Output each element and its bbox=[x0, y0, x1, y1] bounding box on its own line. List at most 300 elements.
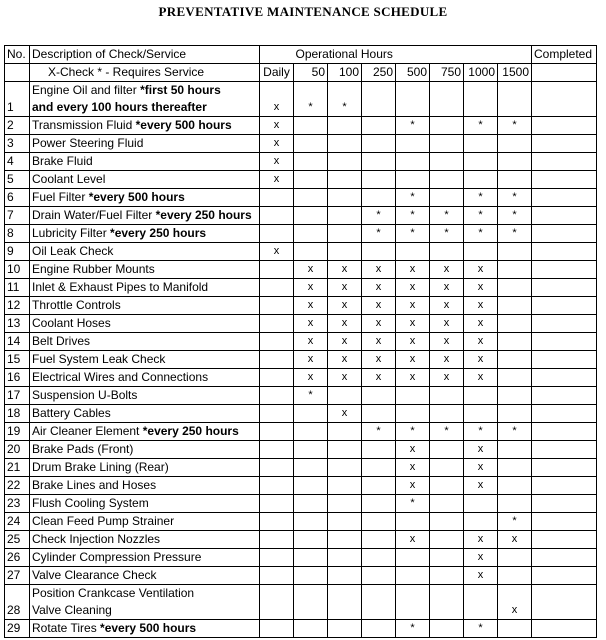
mark-h500: x bbox=[396, 441, 430, 459]
mark-h750: x bbox=[430, 297, 464, 315]
mark-h50 bbox=[294, 495, 328, 513]
row-description bbox=[30, 117, 260, 135]
mark-h1500: * bbox=[498, 423, 532, 441]
mark-daily: x bbox=[260, 243, 294, 261]
mark-h100: x bbox=[328, 279, 362, 297]
completed-cell[interactable] bbox=[532, 405, 597, 423]
completed-cell[interactable] bbox=[532, 82, 597, 117]
mark-h1000: x bbox=[464, 549, 498, 567]
completed-cell[interactable] bbox=[532, 153, 597, 171]
completed-cell[interactable] bbox=[532, 620, 597, 638]
row-number: 25 bbox=[5, 531, 30, 549]
table-row bbox=[5, 585, 597, 620]
mark-h50 bbox=[294, 405, 328, 423]
table-row bbox=[5, 243, 597, 261]
mark-h250 bbox=[362, 513, 396, 531]
mark-h500 bbox=[396, 585, 430, 620]
mark-h250 bbox=[362, 477, 396, 495]
completed-cell[interactable] bbox=[532, 459, 597, 477]
mark-h50 bbox=[294, 153, 328, 171]
row-description bbox=[30, 135, 260, 153]
description-text: Brake Pads (Front) bbox=[32, 442, 134, 456]
mark-h100 bbox=[328, 387, 362, 405]
mark-h1000: * bbox=[464, 189, 498, 207]
mark-h1500 bbox=[498, 459, 532, 477]
completed-cell[interactable] bbox=[532, 225, 597, 243]
table-row bbox=[5, 315, 597, 333]
mark-h100: x bbox=[328, 369, 362, 387]
mark-h1500 bbox=[498, 279, 532, 297]
description-text: Fuel Filter bbox=[32, 190, 89, 204]
completed-cell[interactable] bbox=[532, 441, 597, 459]
mark-h50: x bbox=[294, 297, 328, 315]
completed-cell[interactable] bbox=[532, 189, 597, 207]
row-number: 23 bbox=[5, 495, 30, 513]
mark-h1000: * bbox=[464, 225, 498, 243]
mark-h250: x bbox=[362, 297, 396, 315]
completed-cell[interactable] bbox=[532, 495, 597, 513]
description-text: Drain Water/Fuel Filter bbox=[32, 208, 156, 222]
completed-cell[interactable] bbox=[532, 477, 597, 495]
description-text: Battery Cables bbox=[32, 406, 111, 420]
mark-h1000: * bbox=[464, 117, 498, 135]
mark-h1500 bbox=[498, 153, 532, 171]
service-interval-note: *first 50 hours bbox=[140, 83, 221, 97]
row-number: 19 bbox=[5, 423, 30, 441]
mark-h50 bbox=[294, 441, 328, 459]
row-description bbox=[30, 495, 260, 513]
header-1500: 1500 bbox=[498, 64, 532, 82]
header-operational-hours: Operational Hours bbox=[294, 46, 532, 64]
mark-daily: x bbox=[260, 153, 294, 171]
table-row bbox=[5, 171, 597, 189]
header-1000: 1000 bbox=[464, 64, 498, 82]
mark-daily bbox=[260, 495, 294, 513]
header-50: 50 bbox=[294, 64, 328, 82]
mark-h1000: x bbox=[464, 531, 498, 549]
row-number: 11 bbox=[5, 279, 30, 297]
description-text: Throttle Controls bbox=[32, 298, 121, 312]
mark-h750: * bbox=[430, 225, 464, 243]
mark-h1000: x bbox=[464, 459, 498, 477]
table-row bbox=[5, 261, 597, 279]
mark-h250 bbox=[362, 135, 396, 153]
mark-h1000: x bbox=[464, 261, 498, 279]
mark-h750 bbox=[430, 495, 464, 513]
mark-h1500 bbox=[498, 620, 532, 638]
mark-h1500 bbox=[498, 567, 532, 585]
mark-h50 bbox=[294, 549, 328, 567]
mark-h100 bbox=[328, 135, 362, 153]
mark-daily bbox=[260, 620, 294, 638]
mark-daily bbox=[260, 441, 294, 459]
description-text: Engine Rubber Mounts bbox=[32, 262, 155, 276]
row-number: 3 bbox=[5, 135, 30, 153]
mark-h500: x bbox=[396, 297, 430, 315]
mark-h1500 bbox=[498, 135, 532, 153]
row-number: 17 bbox=[5, 387, 30, 405]
row-description bbox=[30, 189, 260, 207]
mark-h500: * bbox=[396, 225, 430, 243]
mark-h750: * bbox=[430, 207, 464, 225]
description-text: Position Crankcase Ventilation bbox=[32, 586, 195, 600]
table-row bbox=[5, 477, 597, 495]
mark-h100: * bbox=[328, 82, 362, 117]
header-750: 750 bbox=[430, 64, 464, 82]
row-number: 16 bbox=[5, 369, 30, 387]
mark-h1000 bbox=[464, 135, 498, 153]
table-row bbox=[5, 333, 597, 351]
mark-h750 bbox=[430, 549, 464, 567]
table-row bbox=[5, 153, 597, 171]
row-number: 6 bbox=[5, 189, 30, 207]
mark-h1500: * bbox=[498, 207, 532, 225]
mark-h250 bbox=[362, 549, 396, 567]
description-text: Valve Clearance Check bbox=[32, 568, 157, 582]
mark-h100 bbox=[328, 225, 362, 243]
mark-daily bbox=[260, 477, 294, 495]
mark-h250 bbox=[362, 117, 396, 135]
row-description bbox=[30, 297, 260, 315]
description-text: Brake Fluid bbox=[32, 154, 93, 168]
mark-h750: * bbox=[430, 423, 464, 441]
description-text: Engine Oil and filter bbox=[32, 83, 141, 97]
completed-cell[interactable] bbox=[532, 549, 597, 567]
mark-h50: x bbox=[294, 333, 328, 351]
description-text: Brake Lines and Hoses bbox=[32, 478, 157, 492]
table-row bbox=[5, 297, 597, 315]
mark-h750: x bbox=[430, 279, 464, 297]
service-interval-note: *every 250 hours bbox=[142, 424, 239, 438]
completed-cell[interactable] bbox=[532, 207, 597, 225]
mark-daily bbox=[260, 567, 294, 585]
description-text: Suspension U-Bolts bbox=[32, 388, 138, 402]
mark-h100: x bbox=[328, 333, 362, 351]
description-text: Valve Cleaning bbox=[32, 603, 112, 617]
mark-h50 bbox=[294, 117, 328, 135]
completed-cell[interactable] bbox=[532, 369, 597, 387]
mark-h50 bbox=[294, 423, 328, 441]
service-interval-note: *every 500 hours bbox=[88, 190, 185, 204]
completed-cell[interactable] bbox=[532, 297, 597, 315]
mark-h1000: * bbox=[464, 620, 498, 638]
mark-h100 bbox=[328, 117, 362, 135]
header-row-1 bbox=[5, 46, 597, 64]
mark-h50: x bbox=[294, 351, 328, 369]
mark-h50 bbox=[294, 585, 328, 620]
table-row bbox=[5, 531, 597, 549]
row-description bbox=[30, 477, 260, 495]
mark-daily bbox=[260, 225, 294, 243]
mark-h100 bbox=[328, 513, 362, 531]
mark-h1000 bbox=[464, 153, 498, 171]
mark-h100 bbox=[328, 531, 362, 549]
row-description bbox=[30, 441, 260, 459]
mark-h100 bbox=[328, 495, 362, 513]
row-number: 29 bbox=[5, 620, 30, 638]
mark-h1000 bbox=[464, 405, 498, 423]
row-number: 24 bbox=[5, 513, 30, 531]
row-number: 28 bbox=[5, 585, 30, 620]
mark-h100 bbox=[328, 459, 362, 477]
mark-daily bbox=[260, 279, 294, 297]
mark-h750 bbox=[430, 477, 464, 495]
mark-h750 bbox=[430, 189, 464, 207]
mark-h50 bbox=[294, 459, 328, 477]
row-description bbox=[30, 531, 260, 549]
header-no: No. bbox=[5, 46, 30, 64]
mark-h100 bbox=[328, 441, 362, 459]
mark-daily bbox=[260, 531, 294, 549]
mark-h250 bbox=[362, 567, 396, 585]
completed-cell[interactable] bbox=[532, 315, 597, 333]
table-row bbox=[5, 513, 597, 531]
mark-daily bbox=[260, 189, 294, 207]
row-number: 12 bbox=[5, 297, 30, 315]
mark-h1500 bbox=[498, 333, 532, 351]
mark-h1000: x bbox=[464, 297, 498, 315]
row-description bbox=[30, 207, 260, 225]
description-text: Cylinder Compression Pressure bbox=[32, 550, 202, 564]
mark-h250: * bbox=[362, 207, 396, 225]
row-description bbox=[30, 333, 260, 351]
mark-h750 bbox=[430, 620, 464, 638]
mark-h500 bbox=[396, 135, 430, 153]
mark-h500 bbox=[396, 513, 430, 531]
mark-h750: x bbox=[430, 261, 464, 279]
mark-h500: x bbox=[396, 333, 430, 351]
completed-cell[interactable] bbox=[532, 135, 597, 153]
mark-h750 bbox=[430, 171, 464, 189]
mark-h250: x bbox=[362, 279, 396, 297]
mark-h1000: x bbox=[464, 441, 498, 459]
table-row bbox=[5, 387, 597, 405]
description-text: Rotate Tires bbox=[32, 621, 101, 635]
mark-h1500 bbox=[498, 405, 532, 423]
mark-h50 bbox=[294, 477, 328, 495]
row-description bbox=[30, 153, 260, 171]
mark-daily bbox=[260, 459, 294, 477]
mark-h250 bbox=[362, 531, 396, 549]
completed-cell[interactable] bbox=[532, 171, 597, 189]
legend-text: X-Check * - Requires Service bbox=[30, 64, 260, 82]
row-description bbox=[30, 459, 260, 477]
mark-h1500 bbox=[498, 495, 532, 513]
mark-h50 bbox=[294, 225, 328, 243]
mark-h750: x bbox=[430, 351, 464, 369]
mark-h1500 bbox=[498, 441, 532, 459]
mark-h750 bbox=[430, 531, 464, 549]
mark-h100 bbox=[328, 585, 362, 620]
mark-h500: * bbox=[396, 620, 430, 638]
mark-h750 bbox=[430, 567, 464, 585]
mark-h50: x bbox=[294, 261, 328, 279]
row-number: 14 bbox=[5, 333, 30, 351]
completed-cell[interactable] bbox=[532, 531, 597, 549]
description-text: Drum Brake Lining (Rear) bbox=[32, 460, 169, 474]
mark-h1000: x bbox=[464, 333, 498, 351]
mark-h100 bbox=[328, 207, 362, 225]
mark-h750 bbox=[430, 117, 464, 135]
row-number: 21 bbox=[5, 459, 30, 477]
mark-h1500 bbox=[498, 82, 532, 117]
mark-daily bbox=[260, 333, 294, 351]
mark-h1500 bbox=[498, 369, 532, 387]
mark-h500 bbox=[396, 567, 430, 585]
mark-daily: x bbox=[260, 82, 294, 117]
mark-h50: x bbox=[294, 315, 328, 333]
mark-h1000 bbox=[464, 495, 498, 513]
mark-h250: x bbox=[362, 315, 396, 333]
mark-h100 bbox=[328, 620, 362, 638]
mark-h500 bbox=[396, 549, 430, 567]
mark-h50: * bbox=[294, 82, 328, 117]
mark-h1000 bbox=[464, 387, 498, 405]
mark-h750: x bbox=[430, 333, 464, 351]
mark-h250 bbox=[362, 153, 396, 171]
table-row bbox=[5, 351, 597, 369]
row-number: 10 bbox=[5, 261, 30, 279]
mark-daily: x bbox=[260, 171, 294, 189]
mark-h1500: * bbox=[498, 117, 532, 135]
mark-h500: * bbox=[396, 495, 430, 513]
mark-h1500: * bbox=[498, 189, 532, 207]
mark-h500: * bbox=[396, 207, 430, 225]
description-text: Electrical Wires and Connections bbox=[32, 370, 209, 384]
mark-h50 bbox=[294, 171, 328, 189]
mark-h100: x bbox=[328, 297, 362, 315]
mark-h500: x bbox=[396, 477, 430, 495]
description-text: Transmission Fluid bbox=[32, 118, 136, 132]
mark-h750 bbox=[430, 459, 464, 477]
row-description bbox=[30, 423, 260, 441]
row-number: 13 bbox=[5, 315, 30, 333]
mark-h500: x bbox=[396, 279, 430, 297]
mark-h50: x bbox=[294, 369, 328, 387]
table-row bbox=[5, 423, 597, 441]
mark-h500: x bbox=[396, 531, 430, 549]
description-text: Coolant Hoses bbox=[32, 316, 111, 330]
table-row bbox=[5, 495, 597, 513]
table-row bbox=[5, 225, 597, 243]
row-description bbox=[30, 513, 260, 531]
mark-h100 bbox=[328, 477, 362, 495]
mark-h1500 bbox=[498, 351, 532, 369]
mark-h1500: x bbox=[498, 531, 532, 549]
description-text: Flush Cooling System bbox=[32, 496, 149, 510]
completed-cell[interactable] bbox=[532, 333, 597, 351]
mark-h1000: x bbox=[464, 567, 498, 585]
mark-daily bbox=[260, 585, 294, 620]
mark-h50 bbox=[294, 135, 328, 153]
mark-h1000 bbox=[464, 513, 498, 531]
mark-h100: x bbox=[328, 405, 362, 423]
row-description bbox=[30, 405, 260, 423]
completed-cell[interactable] bbox=[532, 351, 597, 369]
completed-cell[interactable] bbox=[532, 117, 597, 135]
table-row bbox=[5, 82, 597, 117]
mark-h50: x bbox=[294, 279, 328, 297]
mark-h250 bbox=[362, 243, 396, 261]
description-text: Lubricity Filter bbox=[32, 226, 111, 240]
mark-h50 bbox=[294, 620, 328, 638]
mark-h1000: * bbox=[464, 207, 498, 225]
mark-h1500 bbox=[498, 243, 532, 261]
mark-h250: * bbox=[362, 225, 396, 243]
description-text: Clean Feed Pump Strainer bbox=[32, 514, 175, 528]
mark-h100 bbox=[328, 153, 362, 171]
completed-cell[interactable] bbox=[532, 567, 597, 585]
table-row bbox=[5, 135, 597, 153]
completed-cell[interactable] bbox=[532, 387, 597, 405]
description-text: Oil Leak Check bbox=[32, 244, 114, 258]
mark-h750 bbox=[430, 441, 464, 459]
mark-h500 bbox=[396, 405, 430, 423]
mark-h1000: * bbox=[464, 423, 498, 441]
row-description bbox=[30, 387, 260, 405]
header-500: 500 bbox=[396, 64, 430, 82]
row-number: 26 bbox=[5, 549, 30, 567]
mark-h1500 bbox=[498, 261, 532, 279]
completed-cell[interactable] bbox=[532, 585, 597, 620]
header-completed: Completed bbox=[532, 46, 597, 64]
row-description bbox=[30, 585, 260, 620]
mark-h250 bbox=[362, 387, 396, 405]
mark-daily bbox=[260, 513, 294, 531]
row-number: 18 bbox=[5, 405, 30, 423]
mark-h1000 bbox=[464, 243, 498, 261]
mark-h1500 bbox=[498, 315, 532, 333]
mark-h50 bbox=[294, 513, 328, 531]
completed-cell[interactable] bbox=[532, 261, 597, 279]
mark-h500: x bbox=[396, 369, 430, 387]
completed-cell[interactable] bbox=[532, 423, 597, 441]
mark-h500: x bbox=[396, 261, 430, 279]
row-description bbox=[30, 243, 260, 261]
mark-h500 bbox=[396, 153, 430, 171]
table-row bbox=[5, 441, 597, 459]
mark-h250: * bbox=[362, 423, 396, 441]
row-description bbox=[30, 225, 260, 243]
description-text: Fuel System Leak Check bbox=[32, 352, 166, 366]
page-title: PREVENTATIVE MAINTENANCE SCHEDULE bbox=[158, 4, 448, 19]
mark-daily bbox=[260, 297, 294, 315]
mark-h250 bbox=[362, 459, 396, 477]
mark-h100 bbox=[328, 171, 362, 189]
table-row bbox=[5, 549, 597, 567]
mark-h1000 bbox=[464, 585, 498, 620]
mark-h50: * bbox=[294, 387, 328, 405]
row-number: 5 bbox=[5, 171, 30, 189]
completed-cell[interactable] bbox=[532, 513, 597, 531]
mark-h1000 bbox=[464, 171, 498, 189]
mark-h1000: x bbox=[464, 477, 498, 495]
mark-h250 bbox=[362, 189, 396, 207]
mark-h500: * bbox=[396, 117, 430, 135]
row-number: 15 bbox=[5, 351, 30, 369]
description-text: Air Cleaner Element bbox=[32, 424, 143, 438]
mark-h500: * bbox=[396, 423, 430, 441]
table-row bbox=[5, 567, 597, 585]
service-interval-note: *every 250 hours bbox=[155, 208, 252, 222]
row-number: 20 bbox=[5, 441, 30, 459]
mark-h750: x bbox=[430, 315, 464, 333]
row-description bbox=[30, 549, 260, 567]
completed-cell[interactable] bbox=[532, 279, 597, 297]
mark-daily bbox=[260, 261, 294, 279]
completed-cell[interactable] bbox=[532, 243, 597, 261]
row-description bbox=[30, 369, 260, 387]
